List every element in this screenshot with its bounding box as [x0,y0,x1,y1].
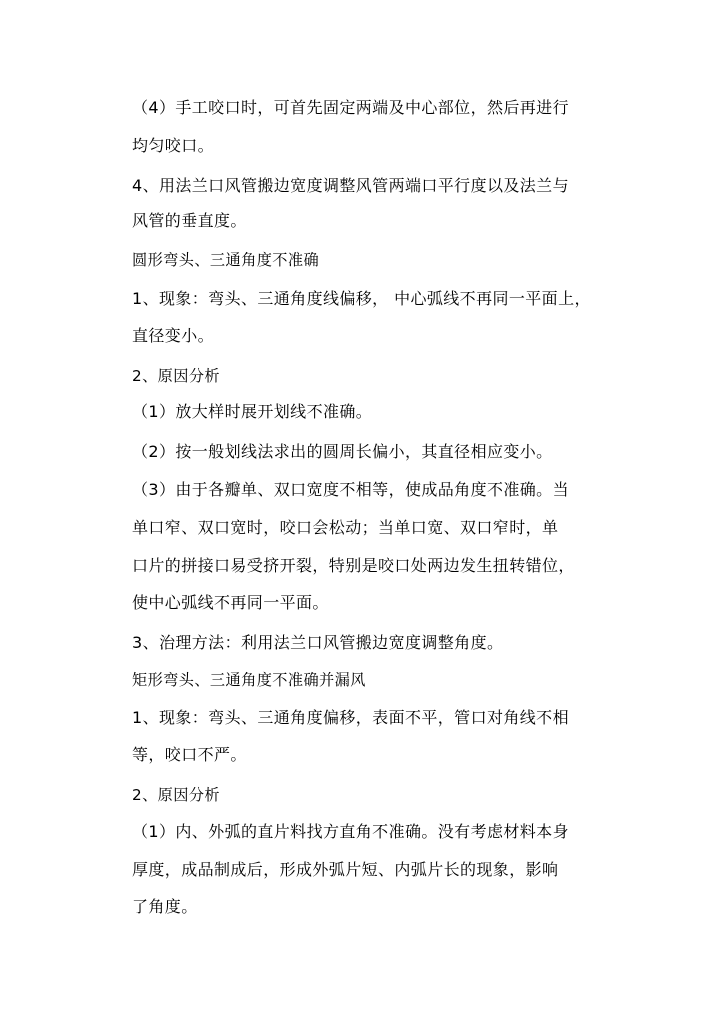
text-line: 2、原因分析 [132,786,221,804]
text-line: 均匀咬口。 [132,136,215,155]
text-line: 口片的拼接口易受挤开裂，特别是咬口处两边发生扭转错位， [132,556,575,575]
text-line: （1）放大样时展开划线不准确。 [132,402,373,421]
text-line: 3、治理方法：利用法兰口风管搬边宽度调整角度。 [132,633,504,652]
text-line: （2）按一般划线法求出的圆周长偏小，其直径相应变小。 [132,442,553,461]
text-line: 了角度。 [132,897,198,916]
text-line: 使中心弧线不再同一平面。 [132,593,329,612]
text-line: 风管的垂直度。 [132,211,247,230]
text-line: 单口窄、双口宽时，咬口会松动；当单口宽、双口窄时，单 [132,518,559,537]
text-line: 直径变小。 [132,326,215,345]
text-line: 厚度，成品制成后，形成外弧片短、内弧片长的现象，影响 [132,860,559,879]
section-heading: 矩形弯头、三通角度不准确并漏风 [132,671,366,689]
text-line: 等，咬口不严。 [132,745,247,764]
text-line: （4）手工咬口时，可首先固定两端及中心部位，然后再进行 [132,98,569,117]
text-line: 1、现象：弯头、三通角度偏移，表面不平，管口对角线不相 [132,708,569,727]
text-line: 1、现象：弯头、三通角度线偏移， 中心弧线不再同一平面上， [132,289,591,308]
text-line: （1）内、外弧的直片料找方直角不准确。没有考虑材料本身 [132,822,569,841]
text-line: 4、用法兰口风管搬边宽度调整风管两端口平行度以及法兰与 [132,176,569,195]
section-heading: 圆形弯头、三通角度不准确 [132,251,320,269]
text-line: （3）由于各瓣单、双口宽度不相等，使成品角度不准确。当 [132,480,569,499]
text-line: 2、原因分析 [132,367,221,385]
